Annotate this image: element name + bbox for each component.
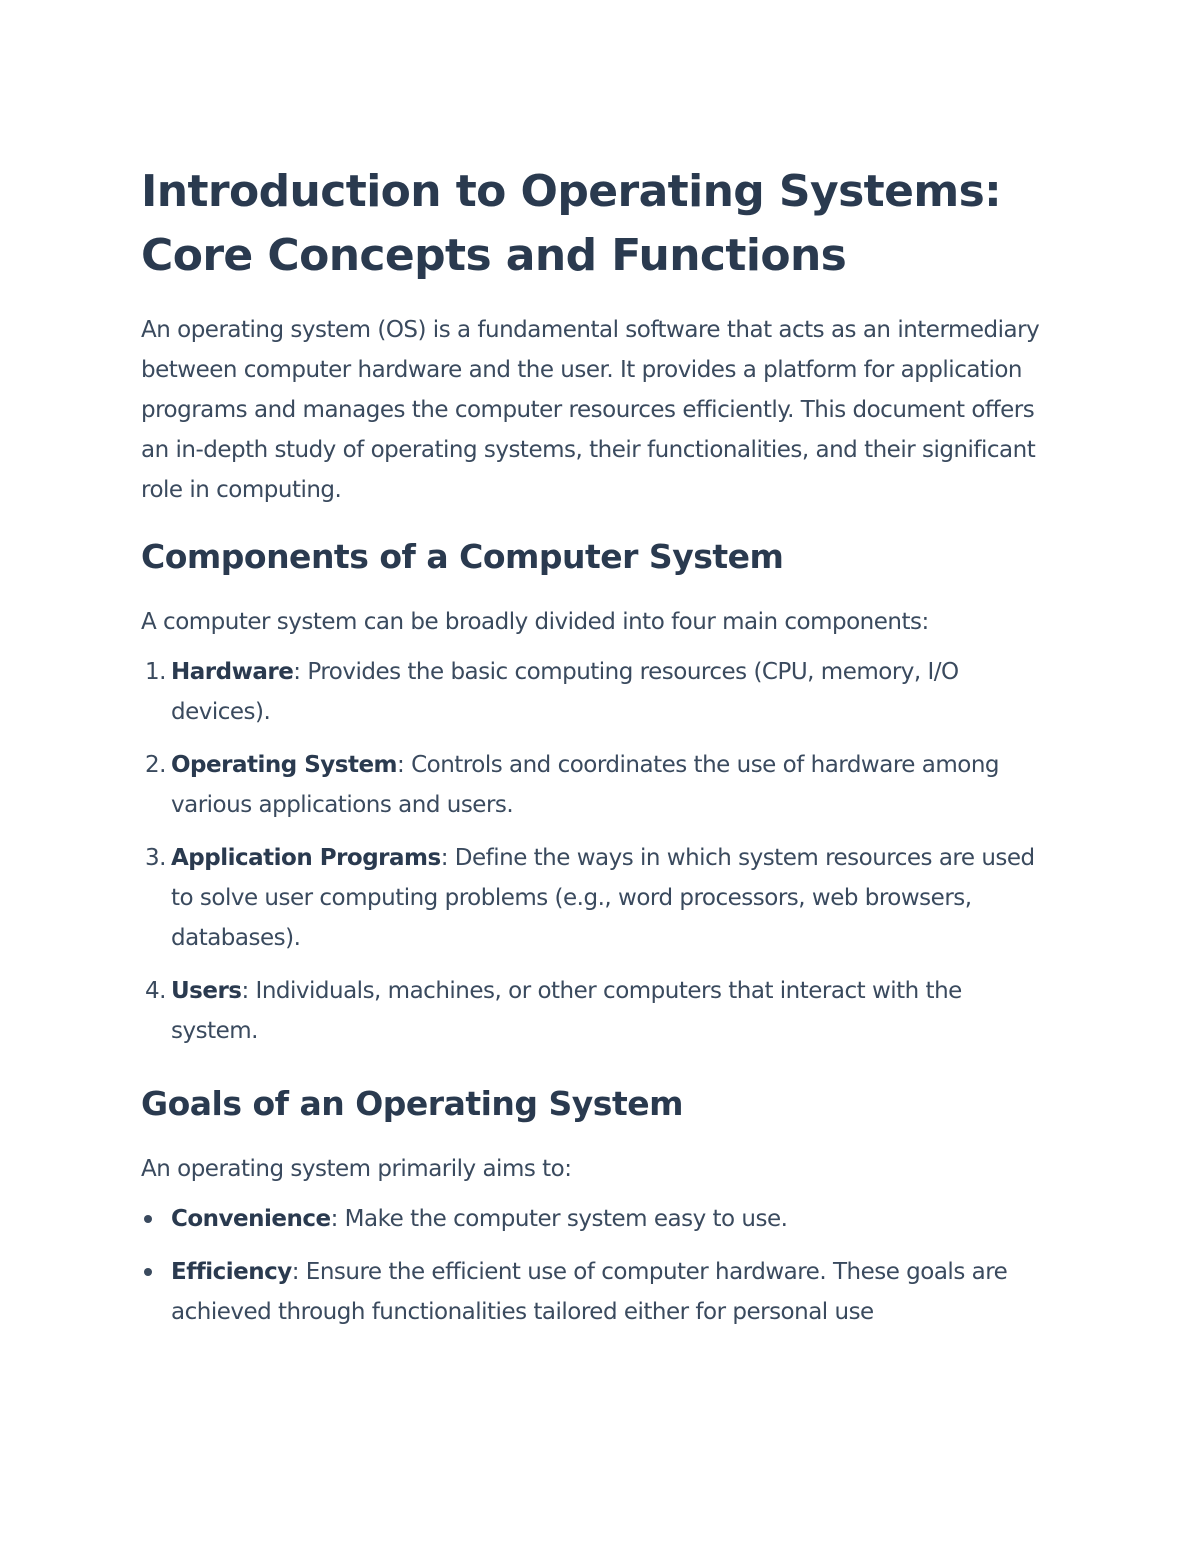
list-term: Operating System [171,752,398,778]
list-text: : Provides the basic computing resources (CPU, memory, I/O devices). [171,659,959,725]
components-heading: Components of a Computer System [141,537,784,576]
intro-paragraph: An operating system (OS) is a fundamental software that acts as an intermediary between computer hardware and the user. It provides a platform for application programs and manages the computer resources efficiently. This document offers an in-depth study of operating systems, their functionalities, and their significant role in computing. [141,317,1040,503]
list-term: Users [171,978,242,1004]
list-term: Efficiency [171,1259,292,1285]
components-lead: A computer system can be broadly divided into four main components: [141,609,929,635]
components-list [141,652,1051,1051]
list-item [141,1199,1051,1239]
list-item [141,838,1051,958]
list-item [141,1252,1051,1332]
list-text: : Define the ways in which system resources are used to solve user computing problems (e.g., word processors, web browsers, databases). [171,845,1035,951]
document-title [141,160,1051,288]
list-text: : Make the computer system easy to use. [330,1206,788,1232]
title-line-1: Introduction to Operating Systems: [141,166,1002,217]
title-line-2: Core Concepts and Functions [141,230,847,281]
document-page [141,160,1051,1345]
bullet-icon [144,1268,152,1276]
list-term: Hardware [171,659,294,685]
list-number: 3. [145,845,166,871]
list-number: 4. [145,978,166,1004]
list-item [141,971,1051,1051]
list-term: Application Programs [171,845,441,871]
goals-heading: Goals of an Operating System [141,1084,683,1123]
list-text: : Individuals, machines, or other computers that interact with the system. [171,978,962,1044]
list-item [141,652,1051,732]
list-text: : Controls and coordinates the use of hardware among various applications and users. [171,752,1000,818]
goals-list [141,1199,1051,1332]
list-number: 2. [145,752,166,778]
list-number: 1. [145,659,166,685]
goals-lead: An operating system primarily aims to: [141,1156,572,1182]
list-text: : Ensure the efficient use of computer hardware. These goals are achieved through functionalities tailored either for personal use [171,1259,1008,1325]
list-term: Convenience [171,1206,331,1232]
list-item [141,745,1051,825]
bullet-icon [144,1215,152,1223]
